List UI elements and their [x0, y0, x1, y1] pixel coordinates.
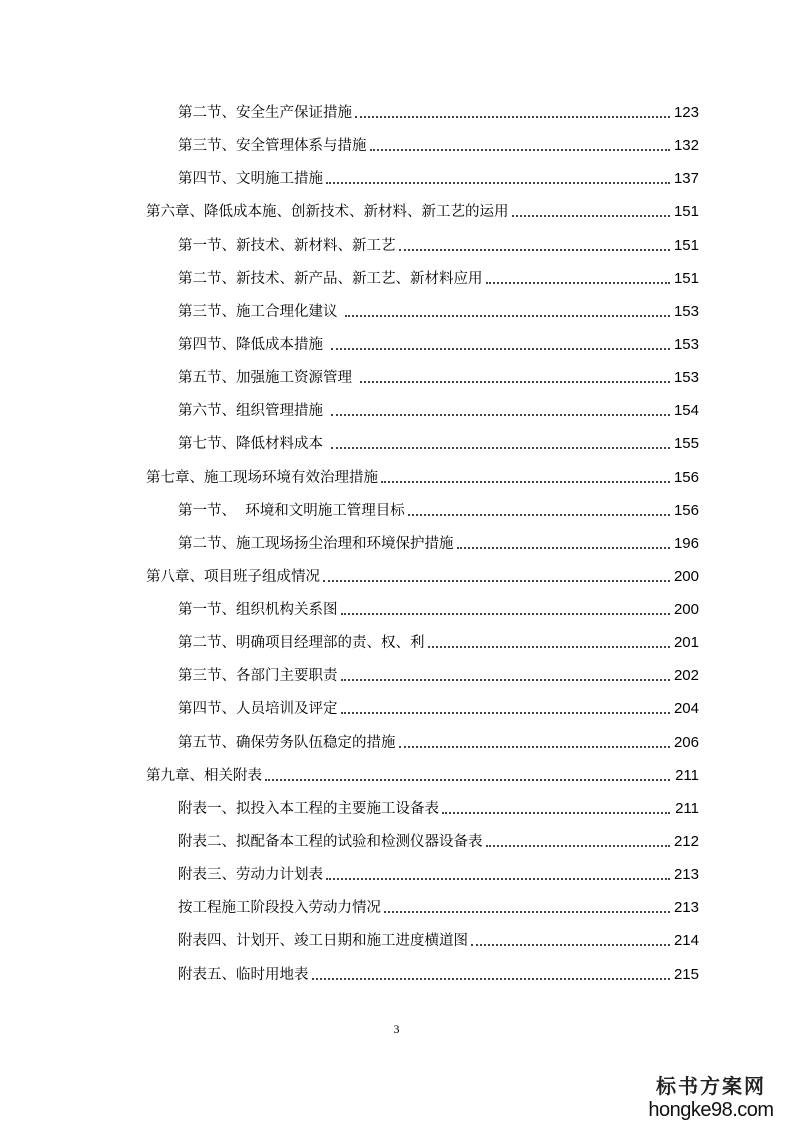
toc-entry-page: 155	[673, 435, 699, 452]
toc-entry-page: 154	[673, 402, 699, 419]
toc-entry-label: 第五节、确保劳务队伍稳定的措施	[178, 735, 396, 751]
toc-entry-label: 第六章、降低成本施、创新技术、新材料、新工艺的运用	[146, 204, 509, 220]
toc-entry-page: 153	[673, 336, 699, 353]
toc-entry[interactable]	[178, 598, 699, 620]
toc-entry-page: 137	[673, 170, 699, 187]
toc-entry[interactable]	[178, 896, 699, 918]
toc-entry-page: 213	[673, 899, 699, 916]
toc-entry-label: 第三节、各部门主要职责	[178, 668, 338, 684]
toc-entry[interactable]	[146, 200, 699, 222]
toc-entry-page: 196	[673, 535, 699, 552]
toc-entry[interactable]	[178, 234, 699, 256]
toc-entry[interactable]	[178, 830, 699, 852]
toc-entry-page: 214	[673, 932, 699, 949]
watermark	[641, 1070, 781, 1122]
toc-entry[interactable]	[178, 963, 699, 985]
toc-entry-label: 第七节、降低材料成本	[178, 436, 328, 452]
toc-entry-page: 200	[673, 568, 699, 585]
watermark-url: hongke98.com	[648, 1099, 774, 1121]
toc-entry-label: 附表四、计划开、竣工日期和施工进度横道图	[178, 933, 468, 949]
toc-leader-dots	[265, 778, 670, 781]
toc-entry-page: 151	[673, 237, 699, 254]
toc-leader-dots	[331, 347, 670, 350]
toc-entry-page: 212	[673, 833, 699, 850]
toc-entry[interactable]	[178, 366, 699, 388]
toc-entry-label: 第三节、安全管理体系与措施	[178, 138, 367, 154]
toc-leader-dots	[408, 513, 670, 516]
toc-entry[interactable]	[146, 466, 699, 488]
toc-entry-label: 第一节、组织机构关系图	[178, 602, 338, 618]
toc-leader-dots	[341, 678, 671, 681]
toc-entry-page: 213	[673, 866, 699, 883]
toc-entry-label: 附表二、拟配备本工程的试验和检测仪器设备表	[178, 834, 483, 850]
toc-entry-label: 第四节、降低成本措施	[178, 337, 328, 353]
toc-leader-dots	[355, 115, 670, 118]
toc-leader-dots	[326, 877, 670, 880]
toc-leader-dots	[399, 248, 671, 251]
toc-leader-dots	[442, 811, 670, 814]
toc-entry[interactable]	[178, 499, 699, 521]
toc-entry[interactable]	[178, 929, 699, 951]
toc-leader-dots	[312, 977, 671, 980]
toc-entry-label: 第九章、相关附表	[146, 768, 262, 784]
toc-entry-label: 附表一、拟投入本工程的主要施工设备表	[178, 801, 439, 817]
toc-entry-page: 123	[673, 104, 699, 121]
toc-entry-label: 第八章、项目班子组成情况	[146, 569, 320, 585]
toc-leader-dots	[384, 910, 670, 913]
toc-entry[interactable]	[178, 532, 699, 554]
toc-entry[interactable]	[146, 764, 699, 786]
toc-entry-label: 第二节、施工现场扬尘治理和环境保护措施	[178, 536, 454, 552]
toc-leader-dots	[486, 844, 671, 847]
toc-entry-page: 132	[673, 137, 699, 154]
toc-entry-label: 第二节、安全生产保证措施	[178, 105, 352, 121]
toc-leader-dots	[323, 579, 670, 582]
toc-entry[interactable]	[178, 797, 699, 819]
toc-leader-dots	[381, 480, 670, 483]
toc-entry-page: 153	[673, 369, 699, 386]
toc-entry-label: 按工程施工阶段投入劳动力情况	[178, 900, 381, 916]
watermark-site-name: 标书方案网	[656, 1074, 766, 1098]
toc-entry[interactable]	[178, 399, 699, 421]
toc-entry[interactable]	[178, 134, 699, 156]
toc-entry-page: 156	[673, 502, 699, 519]
toc-leader-dots	[486, 281, 671, 284]
toc-leader-dots	[341, 711, 671, 714]
toc-entry-label: 第一节、新技术、新材料、新工艺	[178, 238, 396, 254]
toc-entry[interactable]	[178, 664, 699, 686]
toc-entry-label: 第二节、明确项目经理部的责、权、利	[178, 635, 425, 651]
toc-entry-page: 151	[673, 270, 699, 287]
toc-entry-label: 第一节、 环境和文明施工管理目标	[178, 503, 405, 519]
toc-entry-label: 第四节、人员培训及评定	[178, 701, 338, 717]
toc-entry[interactable]	[178, 167, 699, 189]
toc-leader-dots	[360, 380, 670, 383]
toc-entry[interactable]	[178, 731, 699, 753]
toc-entry-page: 153	[673, 303, 699, 320]
toc-entry[interactable]	[178, 333, 699, 355]
toc-entry[interactable]	[178, 697, 699, 719]
toc-entry-label: 第七章、施工现场环境有效治理措施	[146, 470, 378, 486]
toc-entry-label: 第三节、施工合理化建议	[178, 304, 343, 320]
toc-entry-label: 第四节、文明施工措施	[178, 171, 323, 187]
toc-entry-page: 211	[675, 800, 699, 817]
toc-entry-page: 211	[675, 767, 699, 784]
toc-entry-page: 200	[673, 601, 699, 618]
toc-entry-label: 附表三、劳动力计划表	[178, 867, 323, 883]
toc-entry[interactable]	[178, 300, 699, 322]
page-number: 3	[393, 1022, 400, 1036]
toc-entry-page: 215	[673, 966, 699, 983]
toc-leader-dots	[326, 181, 670, 184]
toc-entry-label: 附表五、临时用地表	[178, 967, 309, 983]
toc-entry[interactable]	[178, 863, 699, 885]
toc-entry-page: 206	[673, 734, 699, 751]
toc-leader-dots	[512, 214, 671, 217]
toc-leader-dots	[370, 148, 671, 151]
toc-entry-page: 156	[673, 469, 699, 486]
toc-leader-dots	[341, 612, 671, 615]
toc-entry[interactable]	[178, 267, 699, 289]
toc-entry-label: 第二节、新技术、新产品、新工艺、新材料应用	[178, 271, 483, 287]
toc-leader-dots	[399, 745, 671, 748]
toc-entry-label: 第五节、加强施工资源管理	[178, 370, 357, 386]
toc-leader-dots	[331, 413, 670, 416]
toc-entry[interactable]	[146, 565, 699, 587]
toc-entry[interactable]	[178, 432, 699, 454]
toc-entry[interactable]	[178, 101, 699, 123]
toc-entry-label: 第六节、组织管理措施	[178, 403, 328, 419]
toc-entry-page: 204	[673, 700, 699, 717]
toc-leader-dots	[428, 645, 671, 648]
toc-entry[interactable]	[178, 631, 699, 653]
toc-leader-dots	[345, 314, 670, 317]
toc-entry-page: 151	[673, 203, 699, 220]
toc-leader-dots	[471, 943, 670, 946]
toc-entry-page: 201	[673, 634, 699, 651]
toc-leader-dots	[331, 446, 670, 449]
toc-entry-page: 202	[673, 667, 699, 684]
toc-leader-dots	[457, 546, 671, 549]
